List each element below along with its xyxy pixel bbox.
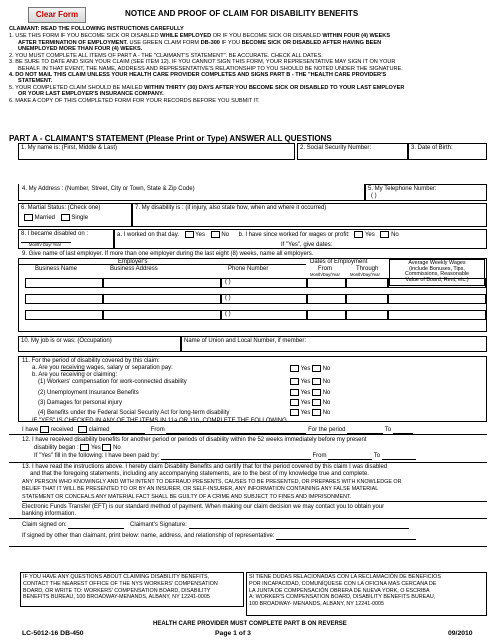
- page-number: Page 1 of 3: [215, 630, 251, 637]
- q11a-label: a. Are you receiving wages, salary or separation pay:: [32, 365, 173, 371]
- no-label: No: [322, 400, 331, 407]
- q13-label: 13. I have read the instructions above. I hereby claim Disability Benefits and certify that for the period covered by this claim I was disabled: [22, 464, 388, 470]
- q12-yes-checkbox[interactable]: [80, 444, 89, 451]
- from-header: From: [318, 266, 332, 272]
- employer-wages-2[interactable]: [388, 294, 486, 304]
- phone-number-header: Phone Number: [228, 266, 269, 272]
- no-label: No: [322, 366, 331, 373]
- through-header: Through: [356, 266, 379, 272]
- instruction-1: 1. USE THIS FORM IF YOU BECOME SICK OR DISABLED WHILE EMPLOYED OR IF YOU BECOME SICK OR DISABLED WITHIN FOUR (4) WEEKS: [9, 33, 391, 40]
- employer-through-1[interactable]: [346, 278, 388, 288]
- instructions: [9, 26, 489, 104]
- q11b1-label: (1) Workers' compensation for work-connected disability: [38, 379, 187, 385]
- disabled-on-field[interactable]: 8. I became disabled on : Month/ Day/ Year: [18, 229, 114, 249]
- instruction-2: 2. YOU MUST COMPLETE ALL ITEMS OF PART A - THE "CLAIMANT'S STATEMENT". BE ACCURATE. CHECK ALL DATES.: [9, 52, 323, 59]
- dates-of-employment-header: Dates of Employment: [310, 259, 368, 265]
- q11b1-yes-checkbox[interactable]: [290, 378, 299, 385]
- no-label: No: [221, 232, 229, 239]
- q11b1-no-checkbox[interactable]: [312, 378, 321, 385]
- q12-from-input[interactable]: [328, 459, 372, 460]
- representative-input[interactable]: [276, 539, 416, 540]
- form-id: LC-5012-16 DB-450: [22, 630, 84, 637]
- employer-through-2[interactable]: [346, 294, 388, 304]
- q11b2-label: (2) Unemployment Insurance Benefits: [38, 390, 139, 396]
- signature-row: Claim signed on: Claimant's Signature:: [22, 522, 487, 529]
- employer-name-1[interactable]: [25, 278, 103, 288]
- claimed-checkbox[interactable]: [78, 426, 87, 433]
- q12-no-checkbox[interactable]: [102, 444, 111, 451]
- clear-form-button[interactable]: Clear Form: [28, 7, 86, 23]
- since-no-checkbox[interactable]: [380, 231, 389, 238]
- yes-label: Yes: [300, 400, 311, 407]
- employer-from-3[interactable]: [307, 310, 346, 320]
- employer-through-3[interactable]: [346, 310, 388, 320]
- claim-signed-date-input[interactable]: [68, 528, 124, 529]
- received-checkbox[interactable]: [40, 426, 49, 433]
- single-checkbox[interactable]: [61, 214, 70, 221]
- worked-that-day-label: a. I worked on that day.: [117, 232, 179, 239]
- yes-label: Yes: [300, 379, 311, 386]
- married-label: Married: [34, 214, 56, 221]
- work-status-field: [114, 229, 487, 249]
- address-label: 4. My Address : (Number, Street, City or Town, State & Zip Code): [22, 186, 195, 192]
- from-mdy: Month/Day/Year: [310, 272, 340, 277]
- q11b3-yes-checkbox[interactable]: [290, 399, 299, 406]
- q11b4-yes-checkbox[interactable]: [290, 409, 299, 416]
- q13-label-cont: and that the foregoing statements, including any accompanying statements, are to the best of my knowledge true and complete.: [30, 471, 369, 477]
- part-b-notice: HEALTH CARE PROVIDER MUST COMPLETE PART B ON REVERSE: [153, 621, 347, 627]
- instruction-5: 5. YOUR COMPLETED CLAIM SHOULD BE MAILED WITHIN THIRTY (30) DAYS AFTER YOU BECOME SICK OR DISABLED TO YOUR LAST EMPLOYER: [9, 84, 405, 91]
- english-contact-box: IF YOU HAVE ANY QUESTIONS ABOUT CLAIMING DISABILITY BENEFITS, CONTACT THE NEAREST OFFICE OF THE NYS WORKERS' COMPENSATION BOARD, OR WRITE TO: WORKERS' COMPENSATION BOARD, DISABILITY BENEFITS BUREAU, 100 BROADWAY-MENANDS, ALBANY, NY 12241-0005: [20, 572, 244, 607]
- no-label: No: [322, 390, 331, 397]
- form-title: NOTICE AND PROOF OF CLAIM FOR DISABILITY BENEFITS: [125, 9, 359, 18]
- employers-header: Employer's: [118, 259, 148, 265]
- single-label: Single: [71, 214, 89, 221]
- spanish-contact-box: SI TIENE DUDAS RELACIONADAS CON LA RECLAMACIÓN DE BENEFICIOS POR INCAPACIDAD, COMUNÍQUESE CON LA OFICINA MAS CERCANA DE LA JUNTA DE COMPENSACIÓN OBRERA DE NUEVA YORK, O ESCRIBA A: WORKER'S COMPENSATION BOARD, DISABILITY BENEFITS BUREAU, 100 BROADWAY- MENANDS, ALBANY, NY 12241-0005: [246, 572, 487, 616]
- part-a-title: PART A - CLAIMANT'S STATEMENT (Please Print or Type) ANSWER ALL QUESTIONS: [9, 134, 332, 143]
- dates-input-1[interactable]: [334, 248, 370, 249]
- fraud-warning: ANY PERSON WHO KNOWINGLY AND WITH INTENT TO DEFRAUD PRESENTS, CAUSES TO BE PRESENTED, OR PREPARES WITH KNOWLEDGE OR BELIEF THAT IT WILL BE PRESENTED TO OR BY AN INSURER, OR SELF-INSURER, ANY INFORMATION CONTAINING ANY FALSE MATERIAL STATEMENT OR CONCEALS ANY MATERIAL FACT SHALL BE GUILTY OF A CRIME AND SUBJECT TO FINES AND IMPRISONMENT.: [22, 479, 487, 502]
- dates-input-2[interactable]: [378, 248, 414, 249]
- instruction-4-cont: STATEMENT.: [18, 78, 53, 85]
- instruction-3: 3. BE SURE TO DATE AND SIGN YOUR CLAIM (SEE ITEM 12). IF YOU CANNOT SIGN THIS FORM, YOUR REPRESENTATIVE MAY SIGN IT ON YOUR: [9, 59, 396, 66]
- q12-began-row: disability began : Yes No: [34, 445, 121, 452]
- employer-wages-1[interactable]: [388, 278, 486, 288]
- employer-phone-2[interactable]: ( ): [221, 294, 307, 304]
- q11b2-no-checkbox[interactable]: [312, 389, 321, 396]
- q11-if-label: IF "YES" IS CHECKED IN ANY OF THE ITEMS IN 11a OR 11b, COMPLETE THE FOLLOWING: [32, 418, 287, 424]
- q11b3-no-checkbox[interactable]: [312, 399, 321, 406]
- last-employer-label: 9. Give name of last employer. If more than one employer during the last eight (8) weeks, name all employers.: [22, 251, 314, 257]
- employer-from-1[interactable]: [307, 278, 346, 288]
- q11b4-no-checkbox[interactable]: [312, 409, 321, 416]
- employer-from-2[interactable]: [307, 294, 346, 304]
- yes-label: Yes: [300, 390, 311, 397]
- married-checkbox[interactable]: [24, 214, 33, 221]
- ssn-field[interactable]: 2. Social Security Number:: [297, 143, 408, 160]
- worked-since-label: b. I have since worked for wages or profit:: [238, 232, 350, 239]
- employer-address-3[interactable]: [103, 310, 221, 320]
- worked-no-checkbox[interactable]: [211, 231, 220, 238]
- give-dates-label: If "Yes", give dates:: [281, 241, 333, 248]
- dob-field[interactable]: 3. Date of Birth:: [408, 143, 487, 160]
- instruction-4: 4. DO NOT MAIL THIS CLAIM UNLESS YOUR HEALTH CARE PROVIDER COMPLETES AND SIGNS PART B - THE "HEALTH CARE PROVIDER'S: [9, 71, 387, 78]
- instruction-5-cont: OR YOUR LAST EMPLOYER'S INSURANCE COMPANY.: [18, 91, 164, 98]
- employer-address-1[interactable]: [103, 278, 221, 288]
- instructions-heading: CLAIMANT: READ THE FOLLOWING INSTRUCTIONS CAREFULLY: [9, 26, 184, 32]
- yes-label: Yes: [300, 410, 311, 417]
- q11b-label: b. Are you receiving or claiming:: [32, 372, 118, 378]
- occupation-field[interactable]: 10. My job is or was: (Occupation): [18, 336, 181, 352]
- claimant-signature-input[interactable]: [189, 528, 409, 529]
- q11a-yes-checkbox[interactable]: [290, 365, 299, 372]
- weekly-wages-header: Average Weekly Wages (include Bonuses, Tips, Commissions, Reasonable Value of Board, Rent, etc.): [389, 259, 485, 286]
- disability-field[interactable]: 7. My disability is : (if injury, also state how, when and where it occurred): [132, 203, 487, 227]
- business-name-header: Business Name: [35, 266, 78, 272]
- instruction-3-cont: BEHALF. IN THAT EVENT, THE NAME, ADDRESS AND REPRESENTATIVE'S RELATIONSHIP TO YOU SHOULD BE NOTED UNDER THE SIGNATURE.: [18, 65, 403, 72]
- name-field[interactable]: 1. My name is: (First, Middle & Last): [18, 143, 295, 160]
- q12-label: 12. I have received disability benefits for another period or periods of disability within the 52 weeks immediately before my present: [22, 437, 367, 443]
- q11b3-label: (3) Damages for personal injury: [38, 400, 123, 406]
- yes-label: Yes: [195, 232, 205, 239]
- q11-label: 11. For the period of disability covered by this claim:: [22, 358, 160, 364]
- paid-by-input[interactable]: [161, 459, 311, 460]
- through-mdy: Month/Day/Year: [350, 272, 380, 277]
- q11a-no-checkbox[interactable]: [312, 365, 321, 372]
- telephone-field[interactable]: 5. My Telephone Number: ( ): [365, 184, 487, 201]
- business-address-header: Business Address: [110, 266, 158, 272]
- q12-paid-row: If "Yes" fill in the following: I have been paid by: From To: [34, 453, 489, 460]
- form-date: 09/2010: [448, 630, 473, 637]
- instruction-1-cont: AFTER TERMINATION OF EMPLOYMENT. USE GREEN CLAIM FORM DB-300 IF YOU BECOME SICK OR DISABLED AFTER HAVING BEEN: [18, 39, 382, 46]
- no-label: No: [322, 379, 331, 386]
- q12-to-input[interactable]: [382, 459, 416, 460]
- employer-address-2[interactable]: [103, 294, 221, 304]
- q11b4-label: (4) Benefits under the Federal Social Security Act for long-term disability: [38, 410, 230, 416]
- employer-phone-1[interactable]: ( ): [221, 278, 307, 288]
- employer-name-2[interactable]: [25, 294, 103, 304]
- q11-have-row: I have received claimed From For the period To: [22, 426, 487, 434]
- q11b2-yes-checkbox[interactable]: [290, 389, 299, 396]
- marital-status-field: 6. Martial Status: (Check one) Married Single: [18, 203, 132, 227]
- union-field[interactable]: Name of Union and Local Number, if member:: [181, 336, 487, 352]
- instruction-1-end: UNEMPLOYED MORE THAN FOUR (4) WEEKS.: [18, 46, 143, 53]
- eft-notice: Electronic Funds Transfer (EFT) is our standard method of payment. When making our claim decision we may contact you to obtain your banking information.: [22, 504, 385, 517]
- yes-label: Yes: [364, 232, 375, 239]
- no-label: No: [322, 410, 331, 417]
- employer-wages-3[interactable]: [388, 310, 486, 320]
- no-label: No: [391, 232, 399, 239]
- worked-yes-checkbox[interactable]: [185, 231, 194, 238]
- yes-label: Yes: [300, 366, 311, 373]
- since-yes-checkbox[interactable]: [354, 231, 363, 238]
- employer-name-3[interactable]: [25, 310, 103, 320]
- employer-phone-3[interactable]: ( ): [221, 310, 307, 320]
- representative-row: If signed by other than claimant, print below: name, address, and relationship of representative:: [22, 533, 487, 540]
- instruction-6: 6. MAKE A COPY OF THIS COMPLETED FORM FOR YOUR RECORDS BEFORE YOU SUBMIT IT.: [9, 97, 260, 104]
